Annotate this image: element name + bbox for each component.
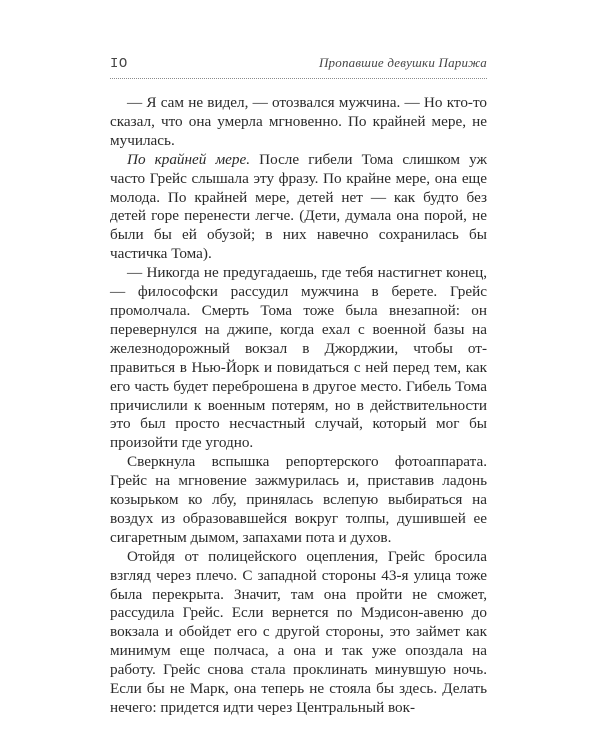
body-text	[110, 94, 487, 718]
paragraph-text: Отойдя от полицейского оцепления, Грейс бросила взгляд через плечо. С западной стороны 43-я улица тоже была перекрыта. Значит, там она пройти не сможет, рассудила Грейс. Если вернется по Мэдисон-авеню до вокзала и обойдет его с другой стороны, это займет как минимум еще полчаса, а она и так уже опоздала на работу. Грейс снова стала проклинать минувшую ночь. Если бы не Марк, она теперь не стояла бы здесь. Делать нечего: придется идти через Центральный вок-	[110, 547, 487, 716]
paragraph-text: — Никогда не предугадаешь, где тебя настигнет конец, — философски рассудил мужчина в берете. Грейс промолчала. Смерть Тома тоже была внезапной: он перевернулся на джипе, когда ехал с военной базы на железнодорожный вокзал в Джорджии, чтобы отправиться в Нью-Йорк и повидаться с ней перед тем, как его часть будет переброшена в другое место. Гибель Тома причислили к военным потерям, но в действительности это был просто несчастный случай, который мог бы произойти где угодно.	[110, 264, 487, 452]
paragraph	[110, 151, 487, 264]
paragraph	[110, 264, 487, 453]
paragraph-text: После гибели Тома слишком уж часто Грейс слышала эту фразу. По крайне мере, она еще молода. По крайней мере, детей нет — как будто без детей горе перенести легче. (Дети, думала она порой, не были бы ей обузой; в них навечно сохранилась бы частичка Тома).	[110, 150, 487, 263]
running-head	[110, 55, 487, 79]
paragraph-italic-lead: По крайней мере.	[127, 150, 251, 168]
paragraph	[110, 94, 487, 151]
page-number: IO	[110, 56, 128, 72]
paragraph-text: — Я сам не видел, — отозвался мужчина. — Но кто-то сказал, что она умерла мгновенно. По крайней мере, не мучилась.	[110, 94, 487, 149]
paragraph	[110, 453, 487, 548]
paragraph-text: Сверкнула вспышка репортерского фотоаппарата. Грейс на мгновение зажмурилась и, приставив ладонь козырьком ко лбу, принялась вслепую выбираться на воздух из образовавшейся вокруг толпы, душившей ее сигаретным дымом, запахами пота и духов.	[110, 453, 487, 546]
book-page	[110, 55, 487, 718]
paragraph	[110, 548, 487, 718]
book-title: Пропавшие девушки Парижа	[318, 55, 487, 70]
